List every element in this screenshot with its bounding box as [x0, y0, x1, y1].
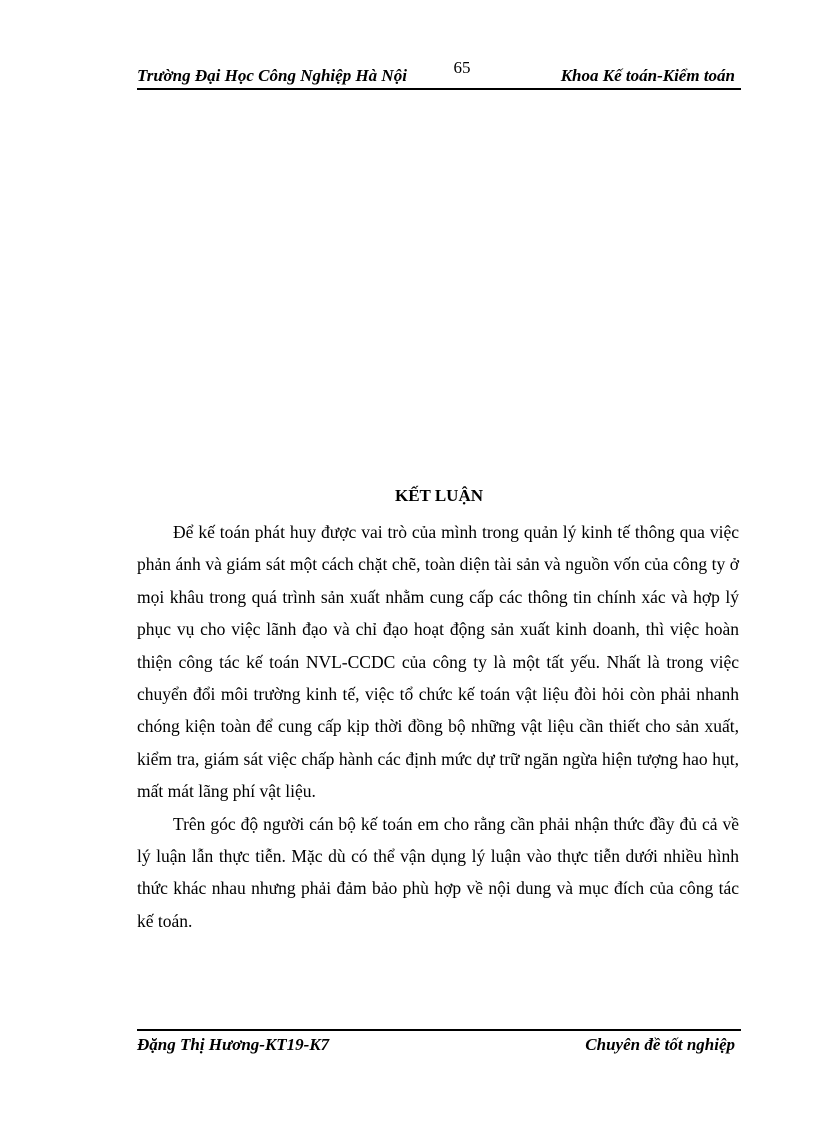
header-department: Khoa Kế toán-Kiểm toán	[560, 66, 735, 85]
body-text	[137, 516, 739, 937]
footer-author: Đặng Thị Hương-KT19-K7	[137, 1035, 330, 1054]
paragraph-1: Để kế toán phát huy được vai trò của mình trong quản lý kinh tế thông qua việc phản ánh và giám sát một cách chặt chẽ, toàn diện tài sản và nguồn vốn của công ty ở mọi khâu trong quá trình sản xuất nhằm cung cấp các thông tin chính xác và hợp lý phục vụ cho việc lãnh đạo và chỉ đạo hoạt động sản xuất kinh doanh, thì việc hoàn thiện công tác kế toán NVL-CCDC của công ty là một tất yếu. Nhất là trong việc chuyển đổi môi trường kinh tế, việc tổ chức kế toán vật liệu đòi hỏi còn phải nhanh chóng kiện toàn để cung cấp kịp thời đồng bộ những vật liệu cần thiết cho sản xuất, kiểm tra, giám sát việc chấp hành các định mức dự trữ ngăn ngừa hiện tượng hao hụt, mất mát lãng phí vật liệu.	[137, 522, 739, 802]
page-number: 65	[453, 58, 471, 77]
header-school-name: Trường Đại Học Công Nghiệp Hà Nội	[137, 66, 407, 85]
page-header	[137, 62, 741, 90]
page-footer	[137, 1029, 741, 1061]
footer-document-type: Chuyên đề tốt nghiệp	[585, 1035, 735, 1054]
paragraph-2: Trên góc độ người cán bộ kế toán em cho rằng cần phải nhận thức đầy đủ cả về lý luận lẫn thực tiễn. Mặc dù có thể vận dụng lý luận vào thực tiễn dưới nhiều hình thức khác nhau nhưng phải đảm bảo phù hợp về nội dung và mục đích của công tác kế toán.	[137, 813, 739, 931]
section-title: KẾT LUẬN	[394, 486, 483, 505]
